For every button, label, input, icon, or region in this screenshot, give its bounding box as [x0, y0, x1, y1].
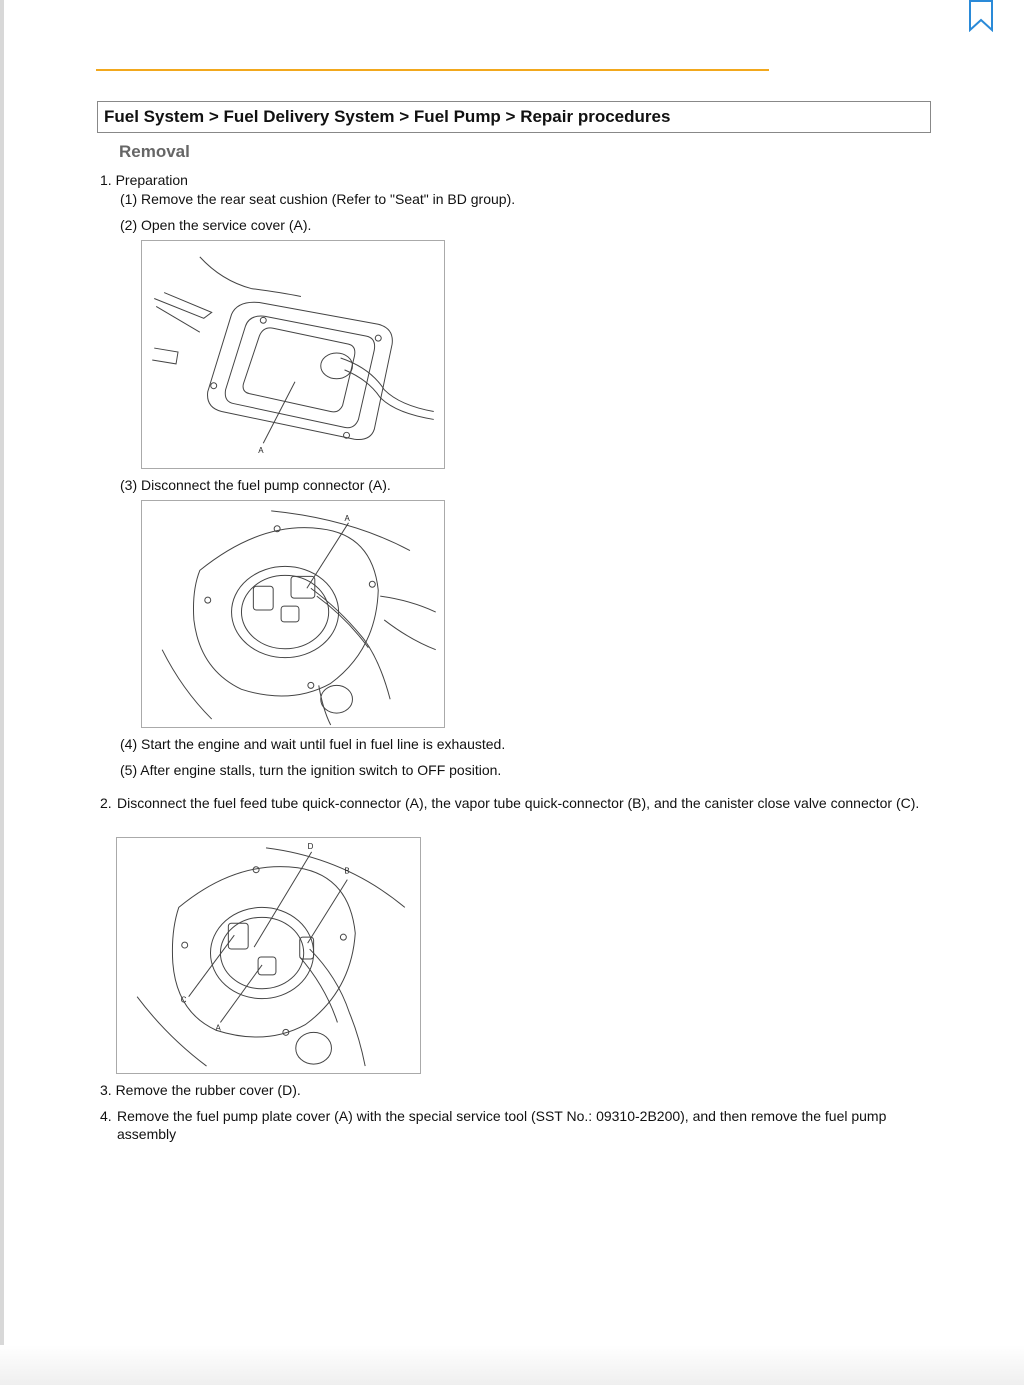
- step-1: 1. Preparation: [100, 172, 188, 188]
- figure1-label-a: A: [258, 446, 264, 456]
- figure3-label-c: C: [180, 995, 187, 1005]
- page-bottom-shade: [0, 1345, 1024, 1385]
- step-4-number: 4.: [100, 1108, 112, 1124]
- figure3-label-b: B: [344, 866, 350, 876]
- section-title: Removal: [119, 142, 190, 161]
- bookmark-icon[interactable]: [968, 0, 994, 32]
- page-left-edge: [0, 0, 4, 1385]
- figure3-label-a: A: [215, 1023, 221, 1033]
- figure2-label-a: A: [344, 513, 350, 523]
- step-1-3: (3) Disconnect the fuel pump connector (A).: [120, 477, 391, 493]
- step-2-number: 2.: [100, 795, 112, 811]
- step-1-2: (2) Open the service cover (A).: [120, 217, 312, 233]
- figure-quick-connectors: [116, 837, 421, 1074]
- step-4: Remove the fuel pump plate cover (A) with the special service tool (SST No.: 09310-2B200), and then remove the fuel pump assembly: [117, 1108, 887, 1142]
- figure3-label-d: D: [307, 841, 314, 851]
- header-rule: [96, 69, 769, 71]
- step-3: 3. Remove the rubber cover (D).: [100, 1082, 301, 1098]
- step-2: Disconnect the fuel feed tube quick-connector (A), the vapor tube quick-connector (B), and the canister close valve connector (C).: [117, 795, 920, 811]
- figure-fuel-pump-connector: [141, 500, 445, 728]
- step-1-1: (1) Remove the rear seat cushion (Refer to "Seat" in BD group).: [120, 191, 516, 207]
- step-1-5: (5) After engine stalls, turn the ignition switch to OFF position.: [120, 762, 502, 778]
- figure-service-cover: [141, 240, 445, 469]
- breadcrumb: Fuel System > Fuel Delivery System > Fuel Pump > Repair procedures: [97, 101, 931, 133]
- step-1-4: (4) Start the engine and wait until fuel in fuel line is exhausted.: [120, 736, 506, 752]
